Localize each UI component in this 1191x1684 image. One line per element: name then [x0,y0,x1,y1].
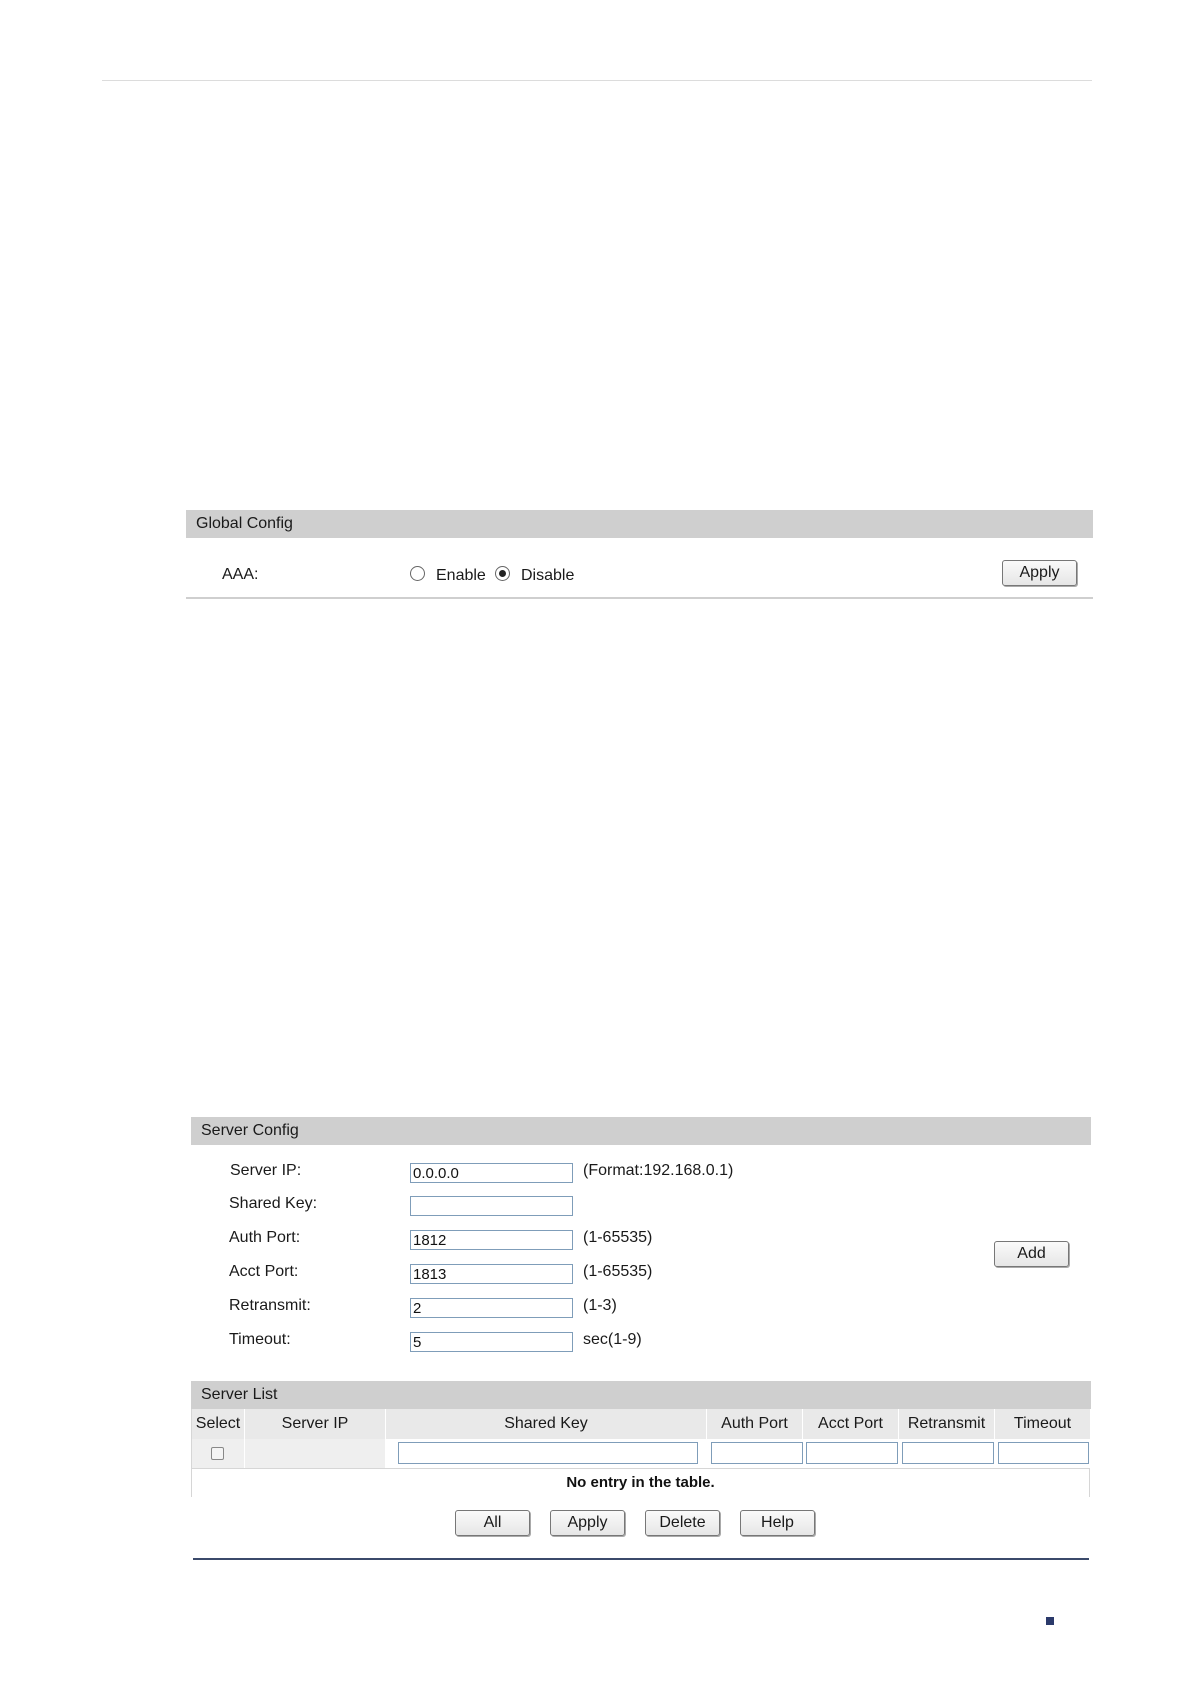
list-auth-port-input[interactable] [711,1442,803,1464]
aaa-disable-label[interactable]: Disable [521,567,575,584]
global-config-panel [186,510,1093,599]
column-header-shared-key: Shared Key [386,1409,707,1439]
list-apply-button[interactable]: Apply [550,1510,625,1536]
aaa-enable-label[interactable]: Enable [436,567,486,584]
aaa-enable-radio[interactable] [410,566,425,581]
shared-key-input[interactable] [410,1196,573,1216]
retransmit-input[interactable] [410,1298,573,1318]
select-all-checkbox[interactable] [211,1447,224,1460]
retransmit-hint: (1-3) [583,1297,617,1314]
column-header-select: Select [192,1409,245,1439]
column-header-auth-port: Auth Port [707,1409,803,1439]
column-header-server-ip: Server IP [245,1409,386,1439]
server-list-panel [191,1381,1091,1497]
column-header-timeout: Timeout [995,1409,1090,1439]
shared-key-label: Shared Key: [229,1195,318,1212]
column-header-retransmit: Retransmit [899,1409,995,1439]
server-config-panel [191,1117,1091,1377]
server-ip-label: Server IP: [230,1162,302,1179]
acct-port-hint: (1-65535) [583,1263,653,1280]
list-timeout-input[interactable] [998,1442,1089,1464]
global-apply-button[interactable]: Apply [1002,560,1077,586]
acct-port-label: Acct Port: [229,1263,299,1280]
global-config-title: Global Config [186,510,1093,538]
aaa-label: AAA: [222,566,259,583]
list-acct-port-input[interactable] [806,1442,898,1464]
delete-button[interactable]: Delete [645,1510,720,1536]
server-ip-hint: (Format:192.168.0.1) [583,1162,734,1179]
server-config-title: Server Config [191,1117,1091,1145]
help-button[interactable]: Help [740,1510,815,1536]
acct-port-input[interactable] [410,1264,573,1284]
select-all-button[interactable]: All [455,1510,530,1536]
server-list-table [191,1409,1090,1497]
header-divider [102,80,1092,81]
add-server-button[interactable]: Add [994,1241,1069,1267]
retransmit-label: Retransmit: [229,1297,311,1314]
server-ip-cell [245,1439,386,1468]
page-marker-icon [1046,1617,1054,1625]
auth-port-input[interactable] [410,1230,573,1250]
column-header-acct-port: Acct Port [803,1409,899,1439]
server-ip-input[interactable] [410,1163,573,1183]
timeout-input[interactable] [410,1332,573,1352]
list-shared-key-input[interactable] [398,1442,698,1464]
auth-port-hint: (1-65535) [583,1229,653,1246]
timeout-hint: sec(1-9) [583,1331,642,1348]
empty-table-message: No entry in the table. [192,1468,1089,1497]
list-retransmit-input[interactable] [902,1442,994,1464]
server-list-title: Server List [191,1381,1091,1409]
timeout-label: Timeout: [229,1331,291,1348]
footer-divider [193,1558,1089,1560]
aaa-disable-radio[interactable] [495,566,510,581]
global-config-divider [186,597,1093,599]
auth-port-label: Auth Port: [229,1229,301,1246]
